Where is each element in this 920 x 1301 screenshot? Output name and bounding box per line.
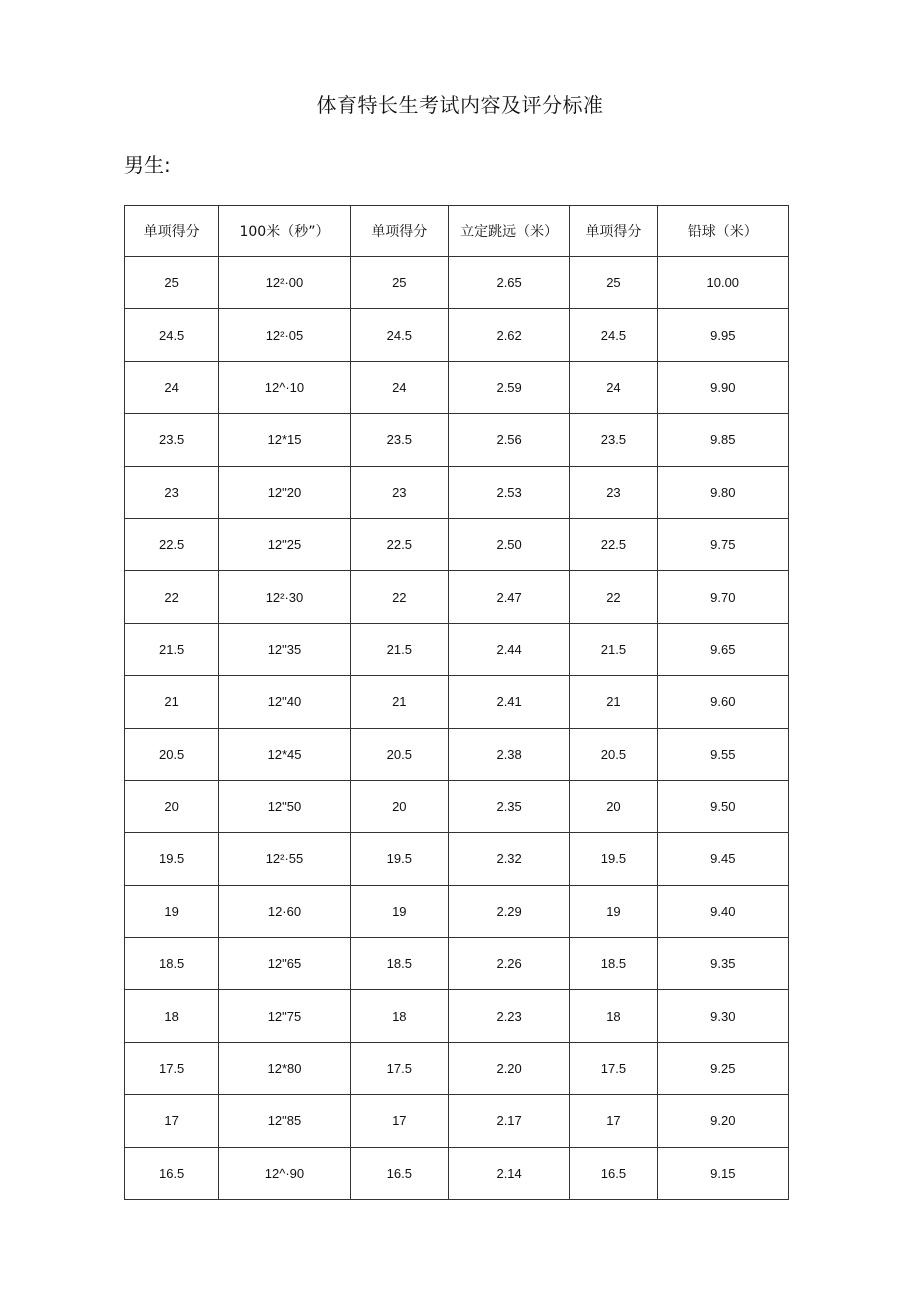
cell-score-long-jump: 18.5 — [350, 938, 448, 990]
cell-score-100m: 25 — [125, 257, 219, 309]
cell-score-shot-put: 17 — [570, 1095, 657, 1147]
cell-long-jump: 2.62 — [448, 309, 569, 361]
cell-score-100m: 20.5 — [125, 728, 219, 780]
cell-long-jump: 2.14 — [448, 1147, 569, 1199]
table-row — [125, 361, 789, 413]
cell-score-shot-put: 21 — [570, 676, 657, 728]
cell-100m-time: 12"85 — [219, 1095, 350, 1147]
cell-100m-time: 12*80 — [219, 1042, 350, 1094]
cell-score-shot-put: 20 — [570, 780, 657, 832]
cell-shot-put: 9.15 — [657, 1147, 788, 1199]
cell-score-long-jump: 19 — [350, 885, 448, 937]
cell-score-long-jump: 17.5 — [350, 1042, 448, 1094]
cell-100m-time: 12"25 — [219, 518, 350, 570]
table-row — [125, 990, 789, 1042]
cell-100m-time: 12²·30 — [219, 571, 350, 623]
cell-100m-time: 12*15 — [219, 414, 350, 466]
cell-shot-put: 9.35 — [657, 938, 788, 990]
cell-long-jump: 2.47 — [448, 571, 569, 623]
table-row — [125, 309, 789, 361]
cell-long-jump: 2.41 — [448, 676, 569, 728]
cell-long-jump: 2.38 — [448, 728, 569, 780]
cell-score-long-jump: 20 — [350, 780, 448, 832]
cell-100m-time: 12·60 — [219, 885, 350, 937]
cell-score-long-jump: 23.5 — [350, 414, 448, 466]
cell-score-long-jump: 22 — [350, 571, 448, 623]
table-row — [125, 728, 789, 780]
cell-long-jump: 2.35 — [448, 780, 569, 832]
table-row — [125, 833, 789, 885]
cell-score-long-jump: 18 — [350, 990, 448, 1042]
cell-score-long-jump: 16.5 — [350, 1147, 448, 1199]
cell-score-100m: 21 — [125, 676, 219, 728]
cell-long-jump: 2.23 — [448, 990, 569, 1042]
cell-shot-put: 9.45 — [657, 833, 788, 885]
cell-score-shot-put: 22.5 — [570, 518, 657, 570]
cell-score-shot-put: 19 — [570, 885, 657, 937]
cell-shot-put: 9.65 — [657, 623, 788, 675]
table-row — [125, 414, 789, 466]
table-row — [125, 623, 789, 675]
cell-score-long-jump: 20.5 — [350, 728, 448, 780]
cell-score-shot-put: 24.5 — [570, 309, 657, 361]
table-row — [125, 1042, 789, 1094]
table-row — [125, 780, 789, 832]
cell-long-jump: 2.56 — [448, 414, 569, 466]
table-row — [125, 885, 789, 937]
cell-score-100m: 18 — [125, 990, 219, 1042]
header-score-long-jump: 单项得分 — [350, 206, 448, 257]
cell-score-shot-put: 22 — [570, 571, 657, 623]
cell-long-jump: 2.53 — [448, 466, 569, 518]
cell-score-long-jump: 22.5 — [350, 518, 448, 570]
cell-long-jump: 2.44 — [448, 623, 569, 675]
cell-100m-time: 12^·90 — [219, 1147, 350, 1199]
cell-score-shot-put: 19.5 — [570, 833, 657, 885]
cell-long-jump: 2.17 — [448, 1095, 569, 1147]
cell-score-100m: 16.5 — [125, 1147, 219, 1199]
header-score-100m: 单项得分 — [125, 206, 219, 257]
cell-shot-put: 9.70 — [657, 571, 788, 623]
table-row — [125, 518, 789, 570]
cell-score-shot-put: 18 — [570, 990, 657, 1042]
cell-score-100m: 18.5 — [125, 938, 219, 990]
cell-score-shot-put: 21.5 — [570, 623, 657, 675]
cell-100m-time: 12²·05 — [219, 309, 350, 361]
cell-score-long-jump: 24.5 — [350, 309, 448, 361]
cell-shot-put: 9.40 — [657, 885, 788, 937]
cell-score-shot-put: 25 — [570, 257, 657, 309]
cell-shot-put: 9.25 — [657, 1042, 788, 1094]
cell-score-shot-put: 23 — [570, 466, 657, 518]
cell-score-100m: 19.5 — [125, 833, 219, 885]
cell-shot-put: 9.60 — [657, 676, 788, 728]
cell-score-long-jump: 17 — [350, 1095, 448, 1147]
table-header-row — [125, 206, 789, 257]
table-row — [125, 466, 789, 518]
cell-shot-put: 10.00 — [657, 257, 788, 309]
table-row — [125, 676, 789, 728]
cell-long-jump: 2.50 — [448, 518, 569, 570]
header-shot-put: 铅球（米） — [657, 206, 788, 257]
cell-100m-time: 12"20 — [219, 466, 350, 518]
cell-100m-time: 12^·10 — [219, 361, 350, 413]
cell-score-shot-put: 20.5 — [570, 728, 657, 780]
cell-100m-time: 12"65 — [219, 938, 350, 990]
cell-shot-put: 9.30 — [657, 990, 788, 1042]
cell-score-shot-put: 24 — [570, 361, 657, 413]
cell-long-jump: 2.20 — [448, 1042, 569, 1094]
cell-score-100m: 24.5 — [125, 309, 219, 361]
cell-score-long-jump: 19.5 — [350, 833, 448, 885]
cell-long-jump: 2.29 — [448, 885, 569, 937]
cell-shot-put: 9.90 — [657, 361, 788, 413]
cell-100m-time: 12"50 — [219, 780, 350, 832]
cell-100m-time: 12²·55 — [219, 833, 350, 885]
cell-score-100m: 21.5 — [125, 623, 219, 675]
cell-100m-time: 12*45 — [219, 728, 350, 780]
cell-shot-put: 9.75 — [657, 518, 788, 570]
cell-score-100m: 20 — [125, 780, 219, 832]
cell-shot-put: 9.95 — [657, 309, 788, 361]
cell-score-100m: 23 — [125, 466, 219, 518]
table-row — [125, 1095, 789, 1147]
section-label-male: 男生: — [124, 153, 171, 177]
cell-score-shot-put: 18.5 — [570, 938, 657, 990]
cell-shot-put: 9.85 — [657, 414, 788, 466]
cell-100m-time: 12"35 — [219, 623, 350, 675]
header-standing-long-jump: 立定跳远（米） — [448, 206, 569, 257]
cell-score-long-jump: 21.5 — [350, 623, 448, 675]
cell-score-100m: 17.5 — [125, 1042, 219, 1094]
header-100m-time: 100米（秒”） — [219, 206, 350, 257]
cell-long-jump: 2.32 — [448, 833, 569, 885]
cell-100m-time: 12²·00 — [219, 257, 350, 309]
cell-score-long-jump: 21 — [350, 676, 448, 728]
cell-shot-put: 9.80 — [657, 466, 788, 518]
cell-shot-put: 9.50 — [657, 780, 788, 832]
cell-score-shot-put: 17.5 — [570, 1042, 657, 1094]
cell-score-100m: 23.5 — [125, 414, 219, 466]
cell-score-100m: 17 — [125, 1095, 219, 1147]
header-score-shot-put: 单项得分 — [570, 206, 657, 257]
cell-score-100m: 22 — [125, 571, 219, 623]
cell-score-shot-put: 16.5 — [570, 1147, 657, 1199]
cell-long-jump: 2.26 — [448, 938, 569, 990]
table-row — [125, 257, 789, 309]
cell-long-jump: 2.59 — [448, 361, 569, 413]
cell-100m-time: 12"75 — [219, 990, 350, 1042]
cell-shot-put: 9.20 — [657, 1095, 788, 1147]
cell-score-long-jump: 23 — [350, 466, 448, 518]
score-standard-table — [124, 205, 789, 1200]
table-row — [125, 1147, 789, 1199]
cell-long-jump: 2.65 — [448, 257, 569, 309]
cell-score-100m: 24 — [125, 361, 219, 413]
cell-score-shot-put: 23.5 — [570, 414, 657, 466]
table-row — [125, 571, 789, 623]
cell-100m-time: 12"40 — [219, 676, 350, 728]
table-row — [125, 938, 789, 990]
cell-score-long-jump: 24 — [350, 361, 448, 413]
cell-score-100m: 19 — [125, 885, 219, 937]
cell-shot-put: 9.55 — [657, 728, 788, 780]
cell-score-100m: 22.5 — [125, 518, 219, 570]
cell-score-long-jump: 25 — [350, 257, 448, 309]
page-title: 体育特长生考试内容及评分标准 — [316, 93, 604, 117]
